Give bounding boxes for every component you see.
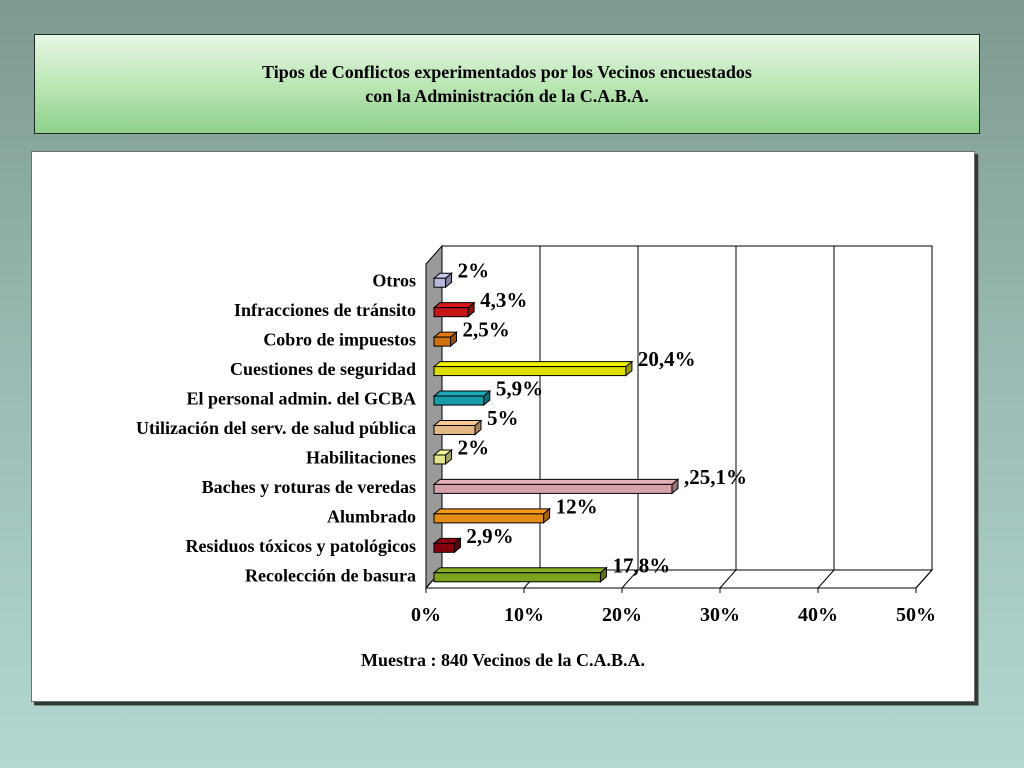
x-tick-label: 50% — [896, 604, 936, 626]
bar — [434, 367, 626, 376]
y-category-label: Utilización del serv. de salud pública — [135, 418, 416, 438]
bar-top-face — [434, 509, 550, 514]
bar-top-face — [434, 568, 606, 573]
data-label: 2,5% — [462, 317, 510, 342]
y-category-label: Recolección de basura — [245, 565, 416, 586]
data-label: 2% — [457, 435, 490, 460]
bar-top-face — [434, 479, 678, 484]
sample-note: Muestra : 840 Vecinos de la C.A.B.A. — [361, 650, 645, 670]
x-tick-label: 10% — [504, 604, 544, 626]
y-category-label: Alumbrado — [326, 506, 416, 527]
y-category-label: Cuestiones de seguridad — [229, 359, 416, 380]
x-tick-label: 20% — [602, 604, 642, 626]
data-label: 12% — [555, 494, 598, 519]
bar — [434, 396, 484, 405]
y-category-label: Infracciones de tránsito — [234, 300, 416, 321]
x-tick-label: 0% — [411, 604, 441, 626]
y-category-label: Otros — [372, 270, 416, 291]
bar — [434, 573, 600, 582]
title-line-1: Tipos de Conflictos experimentados por los Vecinos encuestados — [262, 62, 752, 82]
bar — [434, 514, 544, 523]
x-tick-label: 40% — [798, 604, 838, 626]
data-label: 4,3% — [480, 288, 528, 313]
data-label: 5,9% — [495, 376, 544, 401]
bar — [434, 308, 468, 317]
data-label: 20,4% — [637, 347, 696, 372]
y-category-label: El personal admin. del GCBA — [186, 388, 416, 409]
title-line-2: con la Administración de la C.A.B.A. — [365, 86, 649, 106]
data-label: 2% — [457, 258, 490, 283]
bar-top-face — [434, 303, 474, 308]
y-category-label: Cobro de impuestos — [263, 329, 416, 350]
bar-top-face — [434, 421, 481, 426]
bar-top-face — [434, 391, 490, 396]
data-label: ,25,1% — [683, 464, 747, 489]
data-label: 2,9% — [466, 523, 514, 548]
y-category-label: Habilitaciones — [305, 447, 416, 468]
bar — [434, 484, 672, 493]
data-label: 17,8% — [612, 553, 671, 578]
y-category-label: Residuos tóxicos y patológicos — [185, 535, 416, 556]
bar — [434, 337, 451, 346]
bar — [434, 278, 446, 287]
y-category-label: Baches y roturas de veredas — [201, 476, 416, 497]
chart-panel — [31, 151, 975, 702]
title-panel — [34, 34, 980, 134]
bar — [434, 426, 475, 435]
bar-chart — [32, 152, 976, 703]
plot-side-wall — [426, 246, 442, 588]
bar — [434, 543, 454, 552]
data-label: 5% — [487, 406, 519, 430]
bar — [434, 455, 446, 464]
x-tick-label: 30% — [700, 604, 740, 626]
bar-top-face — [434, 362, 632, 367]
